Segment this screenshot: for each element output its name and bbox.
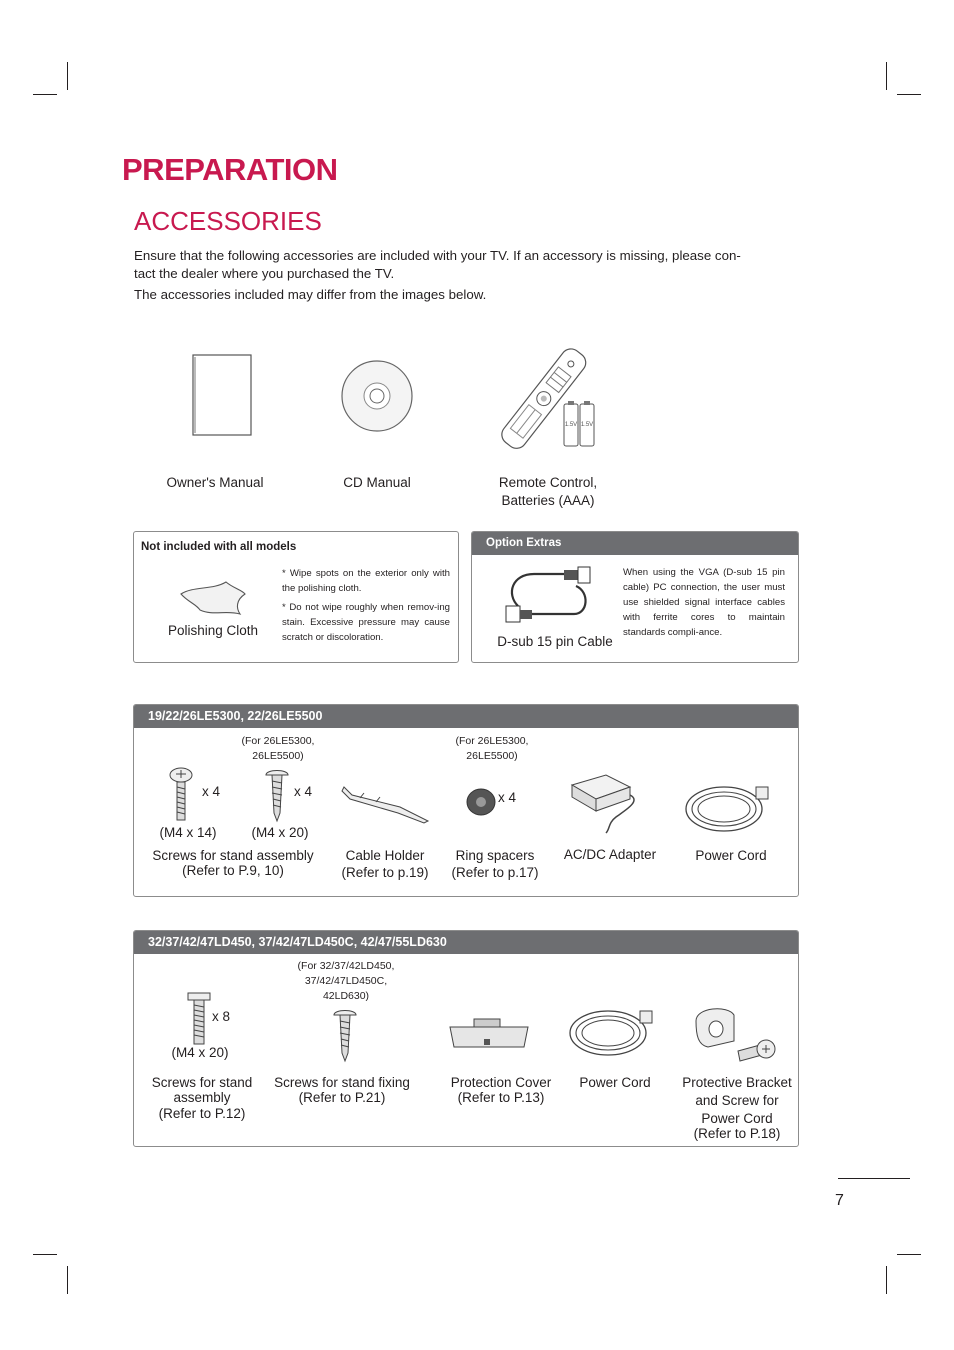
- protection-cover-icon: [446, 1017, 532, 1053]
- crop-mark: [33, 94, 57, 95]
- cd-icon: [340, 359, 414, 433]
- option-extras-header: Option Extras: [472, 532, 798, 555]
- screws-fixing-ref: (Refer to P.21): [298, 1090, 386, 1105]
- screws-stand-label: assembly: [173, 1090, 231, 1105]
- protection-cover-label: Protection Cover: [450, 1075, 552, 1090]
- for-note: 26LE5500): [252, 750, 304, 762]
- bracket-label: and Screw for: [695, 1093, 779, 1108]
- protection-cover-ref: (Refer to P.13): [457, 1090, 545, 1105]
- polishing-cloth-label: Polishing Cloth: [167, 623, 259, 638]
- for-note: (For 26LE5300,: [455, 735, 529, 747]
- screws-stand-label: Screws for stand assembly: [152, 848, 314, 863]
- size-label: (M4 x 14): [159, 825, 217, 840]
- size-label: (M4 x 20): [171, 1045, 229, 1060]
- qty-label: x 4: [498, 790, 517, 805]
- remote-control-icon: [498, 342, 602, 454]
- screw-fixing-icon: [330, 1007, 360, 1063]
- ring-spacers-label: Ring spacers: [455, 848, 535, 863]
- cloth-note-1: * Wipe spots on the exterior only with the polishing cloth.: [282, 568, 450, 594]
- ring-spacers-ref: (Refer to p.17): [451, 865, 539, 880]
- for-note: 26LE5500): [466, 750, 518, 762]
- dsub-cable-label: D-sub 15 pin Cable: [497, 634, 613, 649]
- screw-m4x14-icon: [166, 767, 196, 823]
- bracket-label: Power Cord: [701, 1111, 773, 1126]
- cable-holder-icon: [340, 781, 432, 825]
- screw-m4x20-icon: [262, 767, 292, 823]
- battery-label: 1.5V: [564, 422, 578, 428]
- dsub-cable-icon: [504, 566, 594, 626]
- page-number-rule: [838, 1178, 910, 1179]
- ac-dc-adapter-icon: [566, 771, 646, 835]
- screws-stand-ref: (Refer to P.12): [158, 1106, 246, 1121]
- intro-text: The accessories included may differ from the images below.: [134, 287, 487, 302]
- not-included-box: [133, 531, 459, 663]
- power-cord-label: Power Cord: [579, 1075, 651, 1090]
- ac-dc-adapter-label: AC/DC Adapter: [563, 847, 657, 862]
- protective-bracket-icon: [688, 1001, 778, 1069]
- bracket-ref: (Refer to P.18): [693, 1126, 781, 1141]
- crop-mark: [886, 62, 887, 90]
- power-cord-icon: [682, 779, 774, 837]
- cloth-note-2: * Do not wipe roughly when remov-ing stain. Excessive pressure may cause scratch or discoloration.: [282, 602, 450, 643]
- for-note: (For 32/37/42LD450,: [297, 960, 395, 972]
- section-ld-models: [133, 930, 799, 1147]
- screw-m4x20-icon: [184, 991, 214, 1047]
- bracket-label: Protective Bracket: [682, 1075, 792, 1090]
- page-number: 7: [835, 1192, 844, 1209]
- crop-mark: [886, 1266, 887, 1294]
- ring-spacer-icon: [464, 787, 498, 817]
- owners-manual-label: Owner's Manual: [166, 475, 264, 490]
- dsub-note: When using the VGA (D-sub 15 pin cable) PC connection, the user must use shielded signal interface cables with ferrite cores to maintain standards compli-ance.: [623, 567, 785, 638]
- intro-text: Ensure that the following accessories are included with your TV. If an accessory is missing, please con-: [134, 248, 741, 263]
- intro-text: tact the dealer where you purchased the TV.: [134, 266, 395, 281]
- screws-stand-ref: (Refer to P.9, 10): [182, 863, 284, 878]
- crop-mark: [67, 1266, 68, 1294]
- for-note: (For 26LE5300,: [241, 735, 315, 747]
- cable-holder-ref: (Refer to p.19): [341, 865, 429, 880]
- screws-stand-label: Screws for stand: [151, 1075, 253, 1090]
- page-title: PREPARATION: [122, 152, 338, 187]
- for-note: 37/42/47LD450C,: [304, 975, 388, 987]
- crop-mark: [33, 1254, 57, 1255]
- crop-mark: [67, 62, 68, 90]
- power-cord-label: Power Cord: [695, 848, 767, 863]
- section-title: ACCESSORIES: [134, 206, 322, 236]
- size-label: (M4 x 20): [251, 825, 309, 840]
- batteries-label: Batteries (AAA): [501, 493, 595, 508]
- section-le-header: 19/22/26LE5300, 22/26LE5500: [134, 705, 798, 728]
- polishing-cloth-icon: [178, 576, 248, 618]
- option-extras-box: [471, 531, 799, 663]
- battery-label: 1.5V: [580, 422, 594, 428]
- qty-label: x 8: [212, 1009, 231, 1024]
- crop-mark: [897, 94, 921, 95]
- qty-label: x 4: [202, 784, 221, 799]
- qty-label: x 4: [294, 784, 313, 799]
- section-le-models: [133, 704, 799, 897]
- not-included-header: Not included with all models: [141, 541, 297, 553]
- cable-holder-label: Cable Holder: [345, 848, 425, 863]
- for-note: 42LD630): [322, 990, 370, 1002]
- section-ld-header: 32/37/42/47LD450, 37/42/47LD450C, 42/47/55LD630: [134, 931, 798, 954]
- crop-mark: [897, 1254, 921, 1255]
- power-cord-icon: [566, 1003, 658, 1061]
- owners-manual-icon: [186, 352, 256, 438]
- remote-label: Remote Control,: [498, 475, 598, 490]
- cd-manual-label: CD Manual: [343, 475, 411, 490]
- screws-fixing-label: Screws for stand fixing: [274, 1075, 410, 1090]
